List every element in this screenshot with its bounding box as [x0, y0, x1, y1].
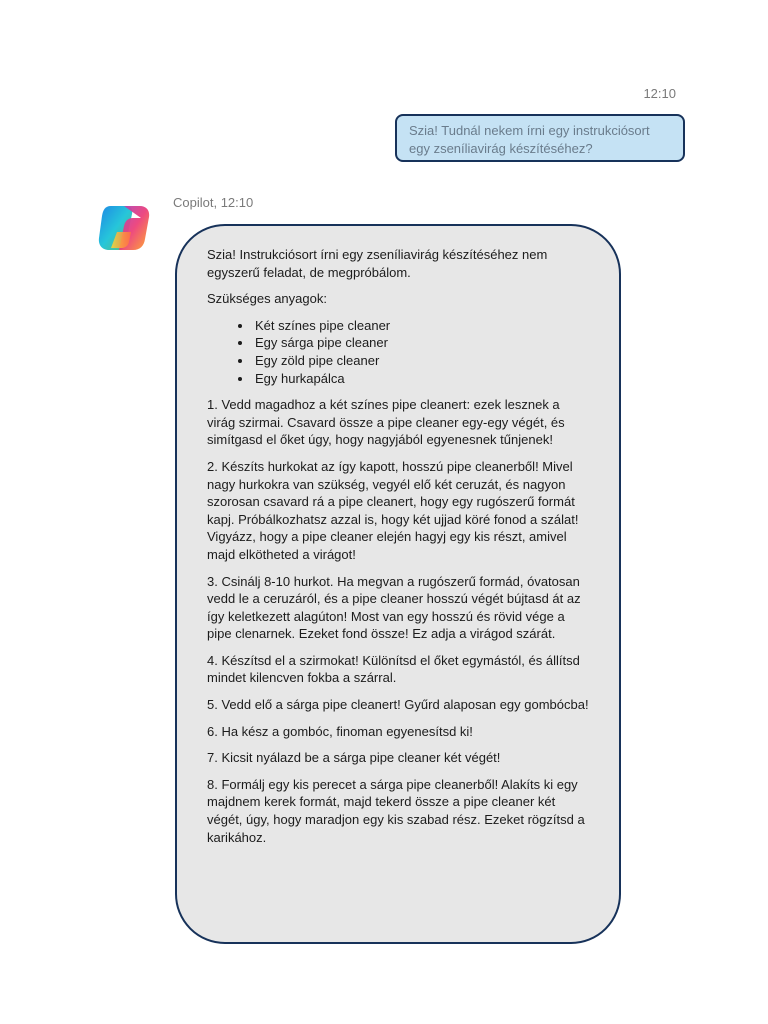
- user-message-bubble: Szia! Tudnál nekem írni egy instrukciósort egy zseníliavirág készítéséhez?: [395, 114, 685, 162]
- copilot-avatar: [91, 195, 159, 259]
- step-2-text: 2. Készíts hurkokat az így kapott, hosszú pipe cleanerből! Mivel nagy hurkokra van szükség, vegyél elő két ceruzát, és nagyon szorosan csavard rá a pipe cleanert, hogy egy rugószerű formát kapj. Próbálkozhatsz azzal is, hogy két ujjad köré fonod a szálat!: [207, 458, 579, 527]
- copilot-logo-icon: [97, 202, 153, 252]
- user-message-time: 12:10: [643, 86, 676, 101]
- step-2-block: [207, 458, 589, 564]
- list-item: • Egy zöld pipe cleaner: [253, 352, 589, 370]
- step-2-note: Vigyázz, hogy a pipe cleaner elején hagyj egy kis részt, amivel majd elkötheted a virágot!: [207, 529, 567, 562]
- step-5-text: 5. Vedd elő a sárga pipe cleanert! Gyűrd alaposan egy gombócba!: [207, 697, 589, 713]
- materials-list: [207, 317, 589, 387]
- bot-message-meta: Copilot, 12:10: [173, 195, 254, 210]
- bot-intro-text: Szia! Instrukciósort írni egy zseníliavirág készítéséhez nem egyszerű feladat, de megpróbálom.: [207, 247, 548, 280]
- list-item: • Egy sárga pipe cleaner: [253, 334, 589, 352]
- step-7-text: 7. Kicsit nyálazd be a sárga pipe cleaner két végét!: [207, 750, 501, 766]
- step-4-text: 4. Készítsd el a szirmokat! Különítsd el őket egymástól, és állítsd mindet kilencven fokba a szárral.: [207, 652, 580, 686]
- materials-heading: Szükséges anyagok:: [207, 291, 327, 307]
- step-1-text: 1. Vedd magadhoz a két színes pipe cleanert: ezek lesznek a virág szirmai. Csavard össze a pipe cleaner egy-egy végét, és simítgasd el őket úgy, hogy nagyjából egyenesnek tűnjenek!: [207, 397, 565, 448]
- bot-message-bubble: [175, 224, 621, 944]
- step-8-text: 8. Formálj egy kis perecet a sárga pipe cleanerből! Alakíts ki egy majdnem kerek formát, majd tekerd össze a pipe cleaner két végét, úgy, hogy maradjon egy kis szabad rész. Ezeket rögzítsd a karikához.: [207, 776, 585, 845]
- step-6-text: 6. Ha kész a gombóc, finoman egyenesítsd ki!: [207, 723, 473, 739]
- step-3-text: 3. Csinálj 8-10 hurkot. Ha megvan a rugószerű formád, óvatosan vedd le a ceruzáról, és a pipe cleaner hosszú végét bújtasd át az így keletkezett alagúton! Most van egy hosszú és rövid vége a pipe clenarnek. Ezeket fond össze! Ez adja a virágod szárát.: [207, 573, 581, 642]
- list-item: • Egy hurkapálca: [253, 370, 589, 388]
- list-item: • Két színes pipe cleaner: [253, 317, 589, 335]
